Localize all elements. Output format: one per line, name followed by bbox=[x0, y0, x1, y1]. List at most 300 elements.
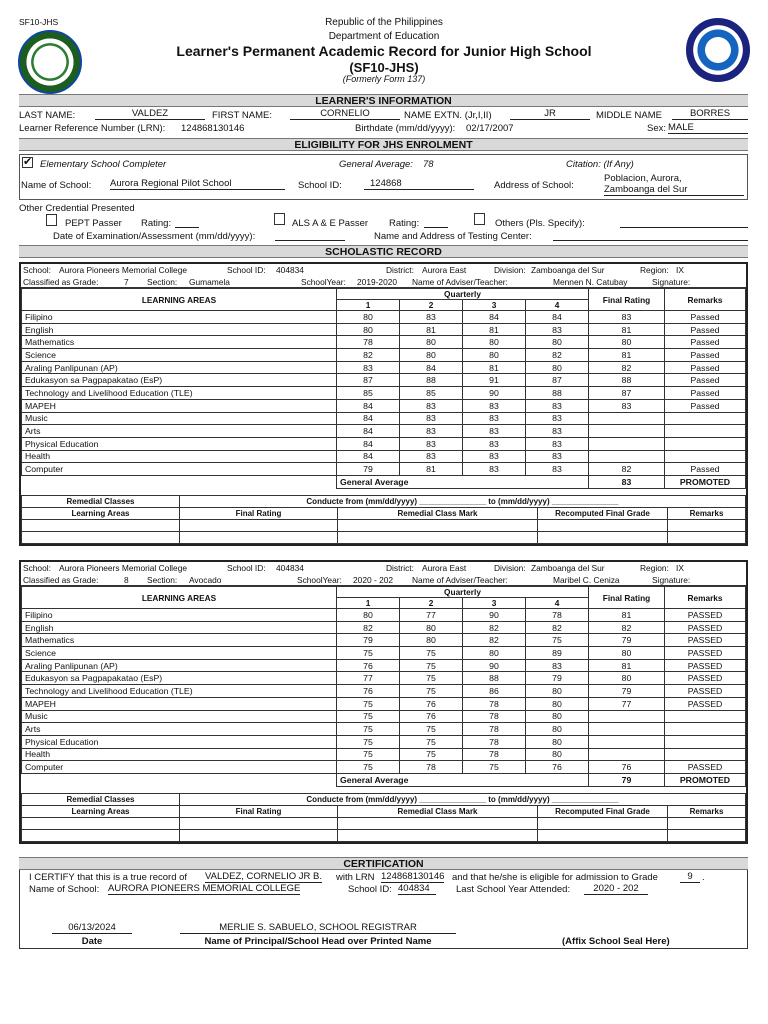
general-average-row bbox=[22, 773, 746, 786]
cell-remarks: PASSED bbox=[665, 634, 746, 647]
cell-q3: 88 bbox=[463, 672, 526, 685]
table-header: 3 bbox=[463, 598, 526, 609]
subject-row bbox=[22, 634, 746, 647]
cell-q3: 75 bbox=[463, 761, 526, 774]
record-1-district: Aurora East bbox=[422, 265, 467, 275]
record-info-label: Region: bbox=[640, 563, 669, 573]
cell-q2: 75 bbox=[400, 735, 463, 748]
table-header: LEARNING AREAS bbox=[22, 587, 337, 609]
cell-q1: 75 bbox=[337, 735, 400, 748]
cell-q1: 83 bbox=[337, 361, 400, 374]
cell-q4: 75 bbox=[526, 634, 589, 647]
cert-text-3: and that he/she is eligible for admission to Grade bbox=[452, 872, 658, 883]
cell-q3: 78 bbox=[463, 697, 526, 710]
table-header: Conducte from (mm/dd/yyyy) _______________ to (mm/dd/yyyy) _______________ bbox=[180, 495, 746, 507]
subject-row bbox=[22, 437, 746, 450]
cert-school: AURORA PIONEERS MEMORIAL COLLEGE bbox=[108, 883, 301, 894]
cell-q3: 78 bbox=[463, 735, 526, 748]
cell-name: Filipino bbox=[22, 311, 337, 324]
cell-q2: 83 bbox=[400, 399, 463, 412]
table-header: 4 bbox=[526, 300, 589, 311]
cell-q1: 80 bbox=[337, 609, 400, 622]
cell-q1: 75 bbox=[337, 761, 400, 774]
eligibility-header: ELIGIBILITY FOR JHS ENROLMENT bbox=[19, 138, 748, 151]
cell-q2: 76 bbox=[400, 710, 463, 723]
name-ext-label: NAME EXTN. (Jr,I,II) bbox=[404, 110, 492, 121]
last-name-label: LAST NAME: bbox=[19, 110, 76, 121]
gen-avg-label: General Average: bbox=[339, 159, 413, 170]
form-code: SF10-JHS bbox=[19, 17, 59, 27]
cell-q4: 83 bbox=[526, 412, 589, 425]
cell-final: 77 bbox=[589, 697, 665, 710]
remedial-cell bbox=[338, 519, 538, 531]
cell-name: Mathematics bbox=[22, 336, 337, 349]
subject-row bbox=[22, 761, 746, 774]
pept-rating-label: Rating: bbox=[141, 218, 172, 229]
cell-q4: 83 bbox=[526, 425, 589, 438]
cell-final bbox=[589, 748, 665, 761]
remedial-cell bbox=[22, 519, 180, 531]
cell-q4: 83 bbox=[526, 437, 589, 450]
pept-label: PEPT Passer bbox=[65, 218, 122, 229]
table-header: Recomputed Final Grade bbox=[538, 507, 668, 519]
scholastic-record-1 bbox=[19, 262, 748, 546]
subject-row bbox=[22, 735, 746, 748]
cell-name: Computer bbox=[22, 761, 337, 774]
cell-q2: 80 bbox=[400, 349, 463, 362]
first-name-value: CORNELIO bbox=[290, 108, 400, 120]
cell-q1: 80 bbox=[337, 311, 400, 324]
cell-q3: 80 bbox=[463, 349, 526, 362]
completer-label: Elementary School Completer bbox=[40, 159, 167, 170]
cell-name: Health bbox=[22, 450, 337, 463]
cell-remarks bbox=[665, 437, 746, 450]
table-header: Remedial Classes bbox=[22, 495, 180, 507]
certification-header: CERTIFICATION bbox=[19, 857, 748, 870]
record-2-school-id: 404834 bbox=[276, 563, 304, 573]
record-info-label: Section: bbox=[147, 575, 178, 585]
cell-remarks: Passed bbox=[665, 463, 746, 476]
subject-row bbox=[22, 697, 746, 710]
cell-name: English bbox=[22, 621, 337, 634]
table-header: Remarks bbox=[668, 507, 746, 519]
formerly-label: (Formerly Form 137) bbox=[342, 74, 426, 84]
cell-q4: 80 bbox=[526, 735, 589, 748]
remedial-cell bbox=[668, 829, 746, 841]
cell-q4: 80 bbox=[526, 336, 589, 349]
cell-q1: 77 bbox=[337, 672, 400, 685]
record-2-section: Avocado bbox=[189, 575, 222, 585]
subject-row bbox=[22, 399, 746, 412]
table-header: LEARNING AREAS bbox=[22, 289, 337, 311]
cell-name: Edukasyon sa Pagpapakatao (EsP) bbox=[22, 374, 337, 387]
record-info-label: Signature: bbox=[652, 575, 691, 585]
cell-final: 82 bbox=[589, 361, 665, 374]
cell-q3: 81 bbox=[463, 323, 526, 336]
middle-name-label: MIDDLE NAME bbox=[596, 110, 662, 121]
cell-remarks: Passed bbox=[665, 349, 746, 362]
record-1-sy: 2019-2020 bbox=[357, 277, 398, 287]
cell-q3: 80 bbox=[463, 647, 526, 660]
exam-date-label: Date of Examination/Assessment (mm/dd/yyyy): bbox=[53, 231, 256, 242]
cell-q3: 83 bbox=[463, 425, 526, 438]
remedial-cell bbox=[22, 817, 180, 829]
record-2-grade: 8 bbox=[124, 575, 129, 585]
school-id-label: School ID: bbox=[298, 180, 342, 191]
table-header: Recomputed Final Grade bbox=[538, 805, 668, 817]
cell-q4: 80 bbox=[526, 710, 589, 723]
table-header: 1 bbox=[337, 598, 400, 609]
cell-name: Science bbox=[22, 647, 337, 660]
cell-q2: 75 bbox=[400, 723, 463, 736]
last-name-value: VALDEZ bbox=[95, 108, 205, 120]
cell-q3: 82 bbox=[463, 621, 526, 634]
record-info-label: School: bbox=[23, 265, 51, 275]
cell-name: MAPEH bbox=[22, 399, 337, 412]
cell-q4: 88 bbox=[526, 387, 589, 400]
cell-remarks: Passed bbox=[665, 387, 746, 400]
cert-last-sy: 2020 - 202 bbox=[584, 883, 648, 895]
table-header: 2 bbox=[400, 300, 463, 311]
table-header: Quarterly bbox=[337, 289, 589, 300]
cell-remarks: Passed bbox=[665, 323, 746, 336]
cell-q3: 90 bbox=[463, 609, 526, 622]
cell-remarks bbox=[665, 748, 746, 761]
als-rating-line bbox=[424, 227, 448, 228]
subject-row bbox=[22, 647, 746, 660]
cell-q2: 83 bbox=[400, 437, 463, 450]
record-info-label: School: bbox=[23, 563, 51, 573]
record-info-label: Region: bbox=[640, 265, 669, 275]
cell-q2: 81 bbox=[400, 323, 463, 336]
table-header: Final Rating bbox=[589, 587, 665, 609]
cell-final: 88 bbox=[589, 374, 665, 387]
subject-row bbox=[22, 621, 746, 634]
cell-remarks: Passed bbox=[665, 311, 746, 324]
record-1-info bbox=[21, 264, 746, 288]
cell-remarks bbox=[665, 412, 746, 425]
republic-label: Republic of the Philippines bbox=[325, 17, 443, 28]
record-1-remedial-table bbox=[21, 495, 746, 544]
cell-final: 83 bbox=[589, 399, 665, 412]
cell-final: 80 bbox=[589, 336, 665, 349]
cell-q1: 84 bbox=[337, 425, 400, 438]
cell-remarks bbox=[665, 450, 746, 463]
record-2-sy: 2020 - 202 bbox=[353, 575, 394, 585]
cell-q2: 83 bbox=[400, 425, 463, 438]
cell-name: Technology and Livelihood Education (TLE) bbox=[22, 685, 337, 698]
record-2-grades-table bbox=[21, 586, 746, 787]
record-info-label: Classified as Grade: bbox=[23, 277, 99, 287]
remedial-cell bbox=[538, 829, 668, 841]
cell-remarks bbox=[665, 710, 746, 723]
record-info-label: Signature: bbox=[652, 277, 691, 287]
cell-q2: 83 bbox=[400, 412, 463, 425]
cell-q2: 85 bbox=[400, 387, 463, 400]
table-header: Remedial Class Mark bbox=[338, 805, 538, 817]
scholastic-header: SCHOLASTIC RECORD bbox=[19, 245, 748, 258]
cell-name: Araling Panlipunan (AP) bbox=[22, 361, 337, 374]
cell-remarks: PASSED bbox=[665, 697, 746, 710]
cell-final: 81 bbox=[589, 349, 665, 362]
cert-school-label: Name of School: bbox=[29, 884, 100, 895]
cell-q1: 75 bbox=[337, 697, 400, 710]
cell-q4: 80 bbox=[526, 361, 589, 374]
cell-name: Health bbox=[22, 748, 337, 761]
table-header: Remedial Class Mark bbox=[338, 507, 538, 519]
table-header: Remarks bbox=[665, 587, 746, 609]
als-checkbox[interactable] bbox=[274, 213, 285, 225]
remedial-cell bbox=[338, 829, 538, 841]
record-2-region: IX bbox=[676, 563, 684, 573]
cell-final: 79 bbox=[589, 634, 665, 647]
cert-date-label: Date bbox=[81, 936, 103, 947]
remedial-cell bbox=[22, 829, 180, 841]
subject-row bbox=[22, 374, 746, 387]
als-label: ALS A & E Passer bbox=[292, 218, 369, 229]
middle-name-value: BORRES bbox=[672, 108, 748, 120]
cell-q2: 75 bbox=[400, 748, 463, 761]
cell-q1: 79 bbox=[337, 634, 400, 647]
cell-q3: 82 bbox=[463, 634, 526, 647]
cell-q1: 84 bbox=[337, 399, 400, 412]
cell-remarks: PASSED bbox=[665, 685, 746, 698]
completer-checkbox[interactable]: ✔ bbox=[23, 156, 33, 168]
cert-school-id: 404834 bbox=[398, 883, 436, 895]
cell-name: Araling Panlipunan (AP) bbox=[22, 659, 337, 672]
record-1-division: Zamboanga del Sur bbox=[531, 265, 605, 275]
cell-q1: 82 bbox=[337, 621, 400, 634]
cert-text-1: I CERTIFY that this is a true record of bbox=[29, 872, 188, 883]
birthdate-value: 02/17/2007 bbox=[466, 123, 514, 134]
cell-q1: 75 bbox=[337, 647, 400, 660]
cell-q3: 90 bbox=[463, 659, 526, 672]
cell-remarks: Passed bbox=[665, 374, 746, 387]
cell-final: 83 bbox=[589, 311, 665, 324]
remedial-cell bbox=[180, 519, 338, 531]
cell-q2: 84 bbox=[400, 361, 463, 374]
record-2-school: Aurora Pioneers Memorial College bbox=[59, 563, 188, 573]
department-label: Department of Education bbox=[328, 31, 440, 42]
cell-q3: 80 bbox=[463, 336, 526, 349]
general-average-label: General Average bbox=[337, 773, 589, 786]
cell-q1: 80 bbox=[337, 323, 400, 336]
remedial-cell bbox=[538, 817, 668, 829]
lrn-label: Learner Reference Number (LRN): bbox=[19, 123, 166, 134]
record-1-school: Aurora Pioneers Memorial College bbox=[59, 265, 188, 275]
cell-name: Music bbox=[22, 710, 337, 723]
subject-row bbox=[22, 450, 746, 463]
cell-q1: 87 bbox=[337, 374, 400, 387]
cell-remarks: PASSED bbox=[665, 672, 746, 685]
record-info-label: Name of Adviser/Teacher: bbox=[412, 575, 508, 585]
cert-grade: 9 bbox=[680, 871, 700, 883]
birthdate-label: Birthdate (mm/dd/yyyy): bbox=[355, 123, 456, 134]
record-info-label: Classified as Grade: bbox=[23, 575, 99, 585]
record-info-label: District: bbox=[386, 563, 414, 573]
cell-q4: 89 bbox=[526, 647, 589, 660]
cell-q2: 88 bbox=[400, 374, 463, 387]
cell-name: MAPEH bbox=[22, 697, 337, 710]
record-1-adviser: Mennen N. Catubay bbox=[553, 277, 628, 287]
subject-row bbox=[22, 311, 746, 324]
address-line1: Poblacion, Aurora, bbox=[604, 173, 682, 184]
subject-row bbox=[22, 710, 746, 723]
remedial-cell bbox=[338, 531, 538, 543]
cell-q4: 83 bbox=[526, 450, 589, 463]
cell-q3: 83 bbox=[463, 412, 526, 425]
cell-q3: 78 bbox=[463, 748, 526, 761]
cell-q2: 83 bbox=[400, 450, 463, 463]
cell-q1: 79 bbox=[337, 463, 400, 476]
cell-q2: 75 bbox=[400, 647, 463, 660]
cell-name: English bbox=[22, 323, 337, 336]
record-1-section: Gumamela bbox=[189, 277, 230, 287]
cell-final: 82 bbox=[589, 621, 665, 634]
cell-q4: 76 bbox=[526, 761, 589, 774]
table-header: Quarterly bbox=[337, 587, 589, 598]
cell-q4: 83 bbox=[526, 463, 589, 476]
gen-avg-value: 78 bbox=[423, 159, 434, 170]
record-info-label: Section: bbox=[147, 277, 178, 287]
cell-q4: 79 bbox=[526, 672, 589, 685]
cell-name: Edukasyon sa Pagpapakatao (EsP) bbox=[22, 672, 337, 685]
testing-center-label: Name and Address of Testing Center: bbox=[374, 231, 532, 242]
address-label: Address of School: bbox=[494, 180, 574, 191]
cell-q1: 85 bbox=[337, 387, 400, 400]
subject-row bbox=[22, 349, 746, 362]
record-2-adviser: Maribel C. Ceniza bbox=[553, 575, 620, 585]
cell-q4: 84 bbox=[526, 311, 589, 324]
cell-q2: 78 bbox=[400, 761, 463, 774]
table-header: Conducte from (mm/dd/yyyy) _______________ to (mm/dd/yyyy) _______________ bbox=[180, 793, 746, 805]
school-name-label: Name of School: bbox=[21, 180, 92, 191]
testing-center-line bbox=[553, 240, 748, 241]
subject-row bbox=[22, 723, 746, 736]
cell-q3: 83 bbox=[463, 399, 526, 412]
scholastic-record-2 bbox=[19, 560, 748, 844]
cell-remarks bbox=[665, 735, 746, 748]
cell-final bbox=[589, 425, 665, 438]
cell-final bbox=[589, 412, 665, 425]
cell-name: Music bbox=[22, 412, 337, 425]
cell-q2: 75 bbox=[400, 685, 463, 698]
table-header: Final Rating bbox=[589, 289, 665, 311]
remedial-cell bbox=[538, 531, 668, 543]
record-info-label: SchoolYear: bbox=[301, 277, 346, 287]
pept-rating-line bbox=[175, 227, 199, 228]
cell-q1: 82 bbox=[337, 349, 400, 362]
subject-row bbox=[22, 425, 746, 438]
cell-q4: 82 bbox=[526, 621, 589, 634]
cert-school-id-label: School ID: bbox=[348, 884, 392, 895]
cell-name: Computer bbox=[22, 463, 337, 476]
cell-q2: 80 bbox=[400, 621, 463, 634]
cell-name: Arts bbox=[22, 425, 337, 438]
cell-final: 76 bbox=[589, 761, 665, 774]
cell-name: Arts bbox=[22, 723, 337, 736]
cell-q1: 75 bbox=[337, 710, 400, 723]
subject-row bbox=[22, 659, 746, 672]
cell-name: Technology and Livelihood Education (TLE) bbox=[22, 387, 337, 400]
remedial-cell bbox=[22, 531, 180, 543]
cell-remarks: PASSED bbox=[665, 621, 746, 634]
cell-final: 81 bbox=[589, 659, 665, 672]
record-1-grades-table bbox=[21, 288, 746, 489]
cell-q1: 84 bbox=[337, 450, 400, 463]
subject-row bbox=[22, 463, 746, 476]
other-cred-label: Other Credential Presented bbox=[19, 203, 135, 214]
cell-q2: 75 bbox=[400, 659, 463, 672]
sex-label: Sex: bbox=[647, 123, 667, 134]
remedial-cell bbox=[538, 519, 668, 531]
subject-row bbox=[22, 387, 746, 400]
remedial-cell bbox=[668, 519, 746, 531]
record-info-label: SchoolYear: bbox=[297, 575, 342, 585]
sex-value: MALE bbox=[668, 122, 748, 134]
subject-row bbox=[22, 672, 746, 685]
cert-seal-label: (Affix School Seal Here) bbox=[562, 936, 670, 947]
cert-registrar: MERLIE S. SABUELO, SCHOOL REGISTRAR bbox=[180, 922, 456, 934]
cell-final: 81 bbox=[589, 609, 665, 622]
cell-q4: 80 bbox=[526, 697, 589, 710]
als-rating-label: Rating: bbox=[389, 218, 420, 229]
cell-q2: 76 bbox=[400, 697, 463, 710]
cell-q3: 83 bbox=[463, 450, 526, 463]
cell-name: Mathematics bbox=[22, 634, 337, 647]
table-header: Final Rating bbox=[180, 507, 338, 519]
cert-text-2: with LRN bbox=[336, 872, 375, 883]
remedial-cell bbox=[180, 817, 338, 829]
record-2-division: Zamboanga del Sur bbox=[531, 563, 605, 573]
cert-last-sy-label: Last School Year Attended: bbox=[456, 884, 571, 895]
pept-checkbox[interactable] bbox=[46, 214, 57, 226]
exam-date-line bbox=[275, 240, 345, 241]
cell-q1: 84 bbox=[337, 437, 400, 450]
cell-q3: 78 bbox=[463, 723, 526, 736]
cell-final: 87 bbox=[589, 387, 665, 400]
record-1-school-id: 404834 bbox=[276, 265, 304, 275]
cert-date: 06/13/2024 bbox=[52, 922, 132, 934]
cell-q3: 91 bbox=[463, 374, 526, 387]
general-average-remarks: PROMOTED bbox=[665, 773, 746, 786]
others-checkbox[interactable] bbox=[474, 213, 485, 225]
subject-row bbox=[22, 412, 746, 425]
cell-final: 82 bbox=[589, 463, 665, 476]
cell-final bbox=[589, 723, 665, 736]
general-average-row bbox=[22, 475, 746, 488]
cert-lrn: 124868130146 bbox=[381, 871, 445, 882]
record-info-label: School ID: bbox=[227, 563, 266, 573]
table-header: Remarks bbox=[668, 805, 746, 817]
record-info-label: Name of Adviser/Teacher: bbox=[412, 277, 508, 287]
cell-name: Physical Education bbox=[22, 437, 337, 450]
address-line2: Zamboanga del Sur bbox=[604, 184, 744, 196]
school-name-value: Aurora Regional Pilot School bbox=[110, 178, 285, 190]
cell-q1: 75 bbox=[337, 723, 400, 736]
remedial-cell bbox=[180, 829, 338, 841]
cell-q4: 78 bbox=[526, 609, 589, 622]
table-header: Remedial Classes bbox=[22, 793, 180, 805]
subject-row bbox=[22, 336, 746, 349]
record-2-remedial-table bbox=[21, 793, 746, 842]
first-name-label: FIRST NAME: bbox=[212, 110, 272, 121]
cell-q1: 84 bbox=[337, 412, 400, 425]
record-info-label: School ID: bbox=[227, 265, 266, 275]
cell-q4: 83 bbox=[526, 399, 589, 412]
cert-principal-label: Name of Principal/School Head over Printed Name bbox=[204, 936, 432, 947]
record-info-label: Division: bbox=[494, 563, 526, 573]
